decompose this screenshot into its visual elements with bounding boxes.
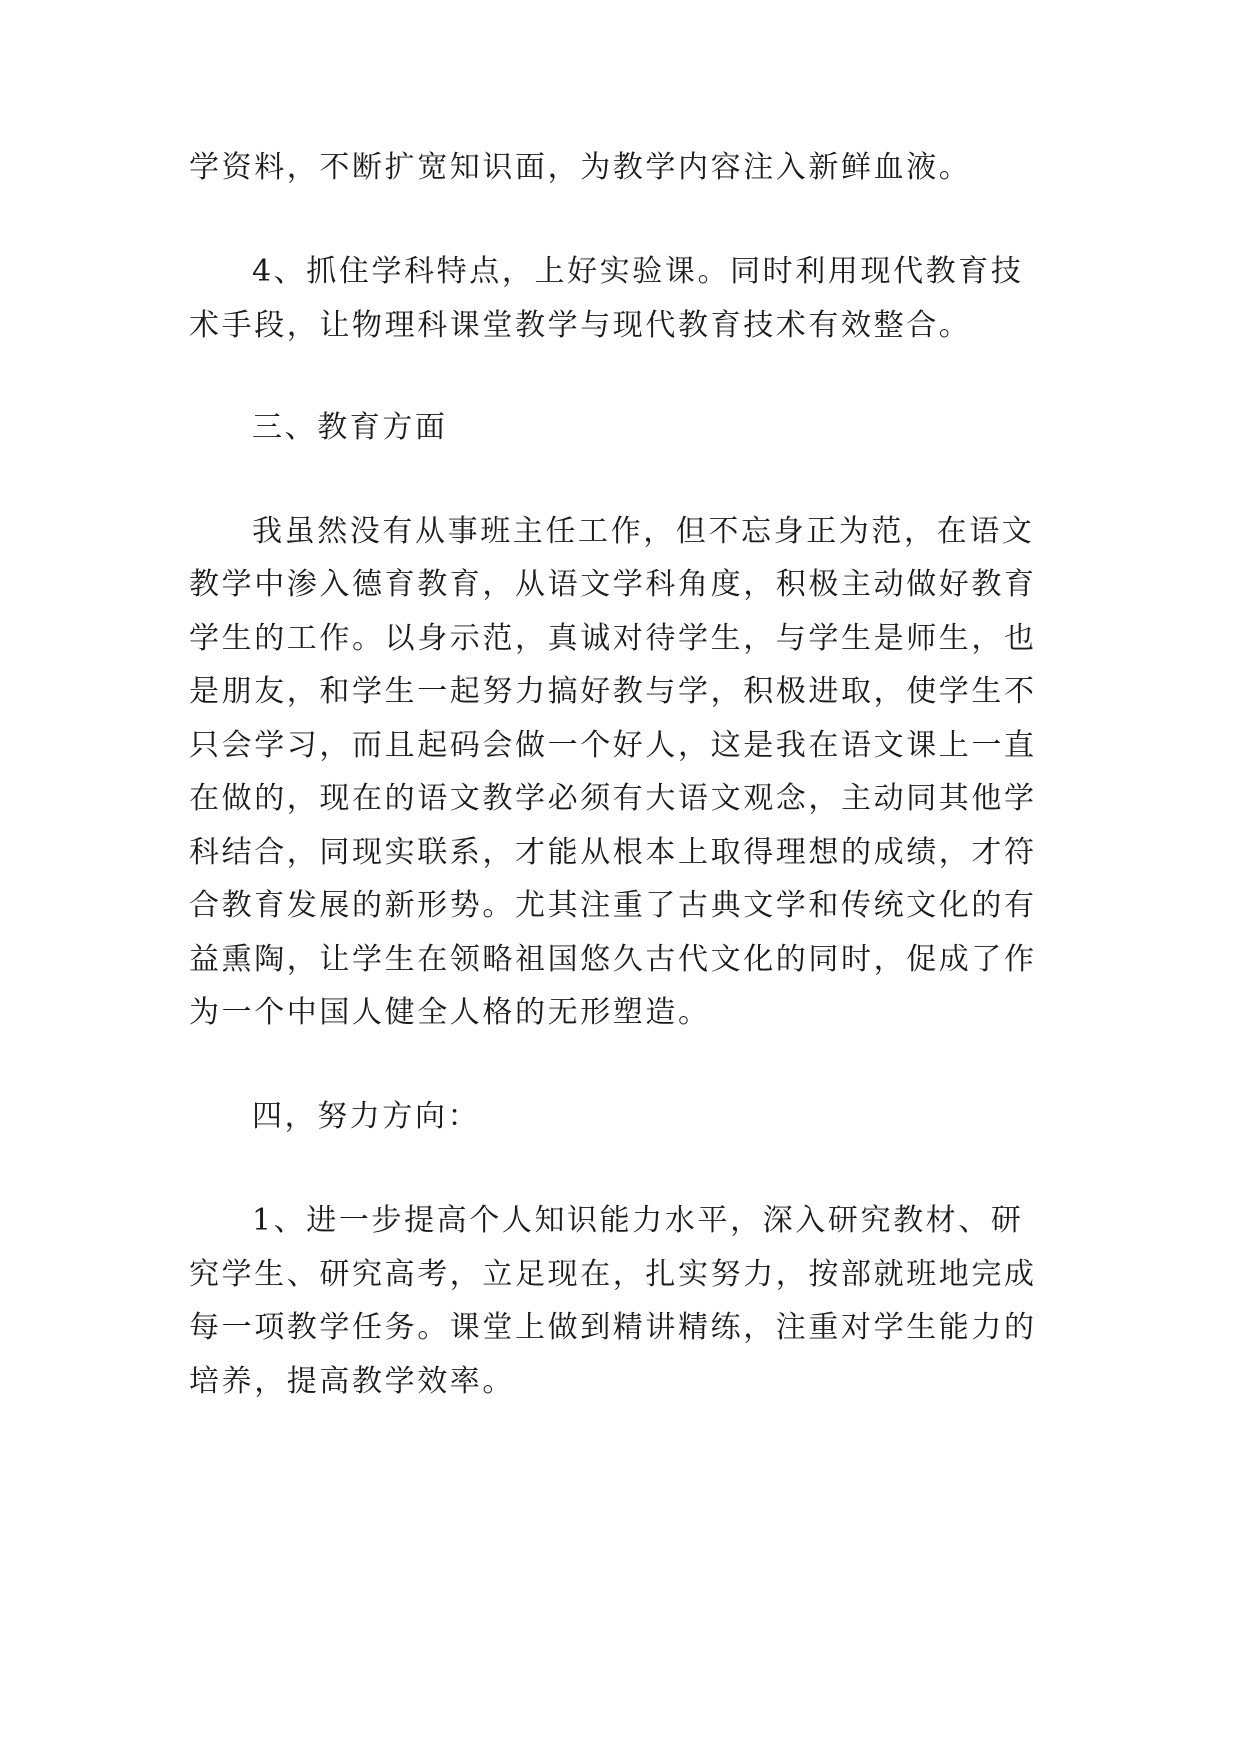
section-heading-education: 三、教育方面 [252,410,448,445]
list-item-1-line: 每一项教学任务。课堂上做到精讲精练，注重对学生能力的 [189,1310,1037,1345]
paragraph-line: 是朋友，和学生一起努力搞好教与学，积极进取，使学生不 [189,674,1037,709]
list-item-4-line: 4、抓住学科特点，上好实验课。同时利用现代教育技 [252,254,1024,289]
paragraph-line: 在做的，现在的语文教学必须有大语文观念，主动同其他学 [189,781,1037,816]
paragraph-line: 教学中渗入德育教育，从语文学科角度，积极主动做好教育 [189,567,1037,602]
list-item-1-line: 究学生、研究高考，立足现在，扎实努力，按部就班地完成 [189,1257,1037,1292]
paragraph-line: 只会学习，而且起码会做一个好人，这是我在语文课上一直 [189,728,1037,763]
paragraph-line: 学生的工作。以身示范，真诚对待学生，与学生是师生，也 [189,621,1037,656]
list-item-4-line: 术手段，让物理科课堂教学与现代教育技术有效整合。 [189,308,972,343]
paragraph-line: 我虽然没有从事班主任工作，但不忘身正为范，在语文 [252,514,1035,549]
paragraph-line: 益熏陶，让学生在领略祖国悠久古代文化的同时，促成了作 [189,942,1037,977]
list-item-1-line: 培养，提高教学效率。 [189,1364,515,1399]
paragraph-line: 科结合，同现实联系，才能从根本上取得理想的成绩，才符 [189,835,1037,870]
section-heading-direction: 四，努力方向： [252,1099,481,1134]
paragraph-line: 学资料，不断扩宽知识面，为教学内容注入新鲜血液。 [189,150,972,185]
paragraph-line: 合教育发展的新形势。尤其注重了古典文学和传统文化的有 [189,888,1037,923]
paragraph-line: 为一个中国人健全人格的无形塑造。 [189,995,711,1030]
list-item-1-line: 1、进一步提高个人知识能力水平，深入研究教材、研 [252,1203,1024,1238]
